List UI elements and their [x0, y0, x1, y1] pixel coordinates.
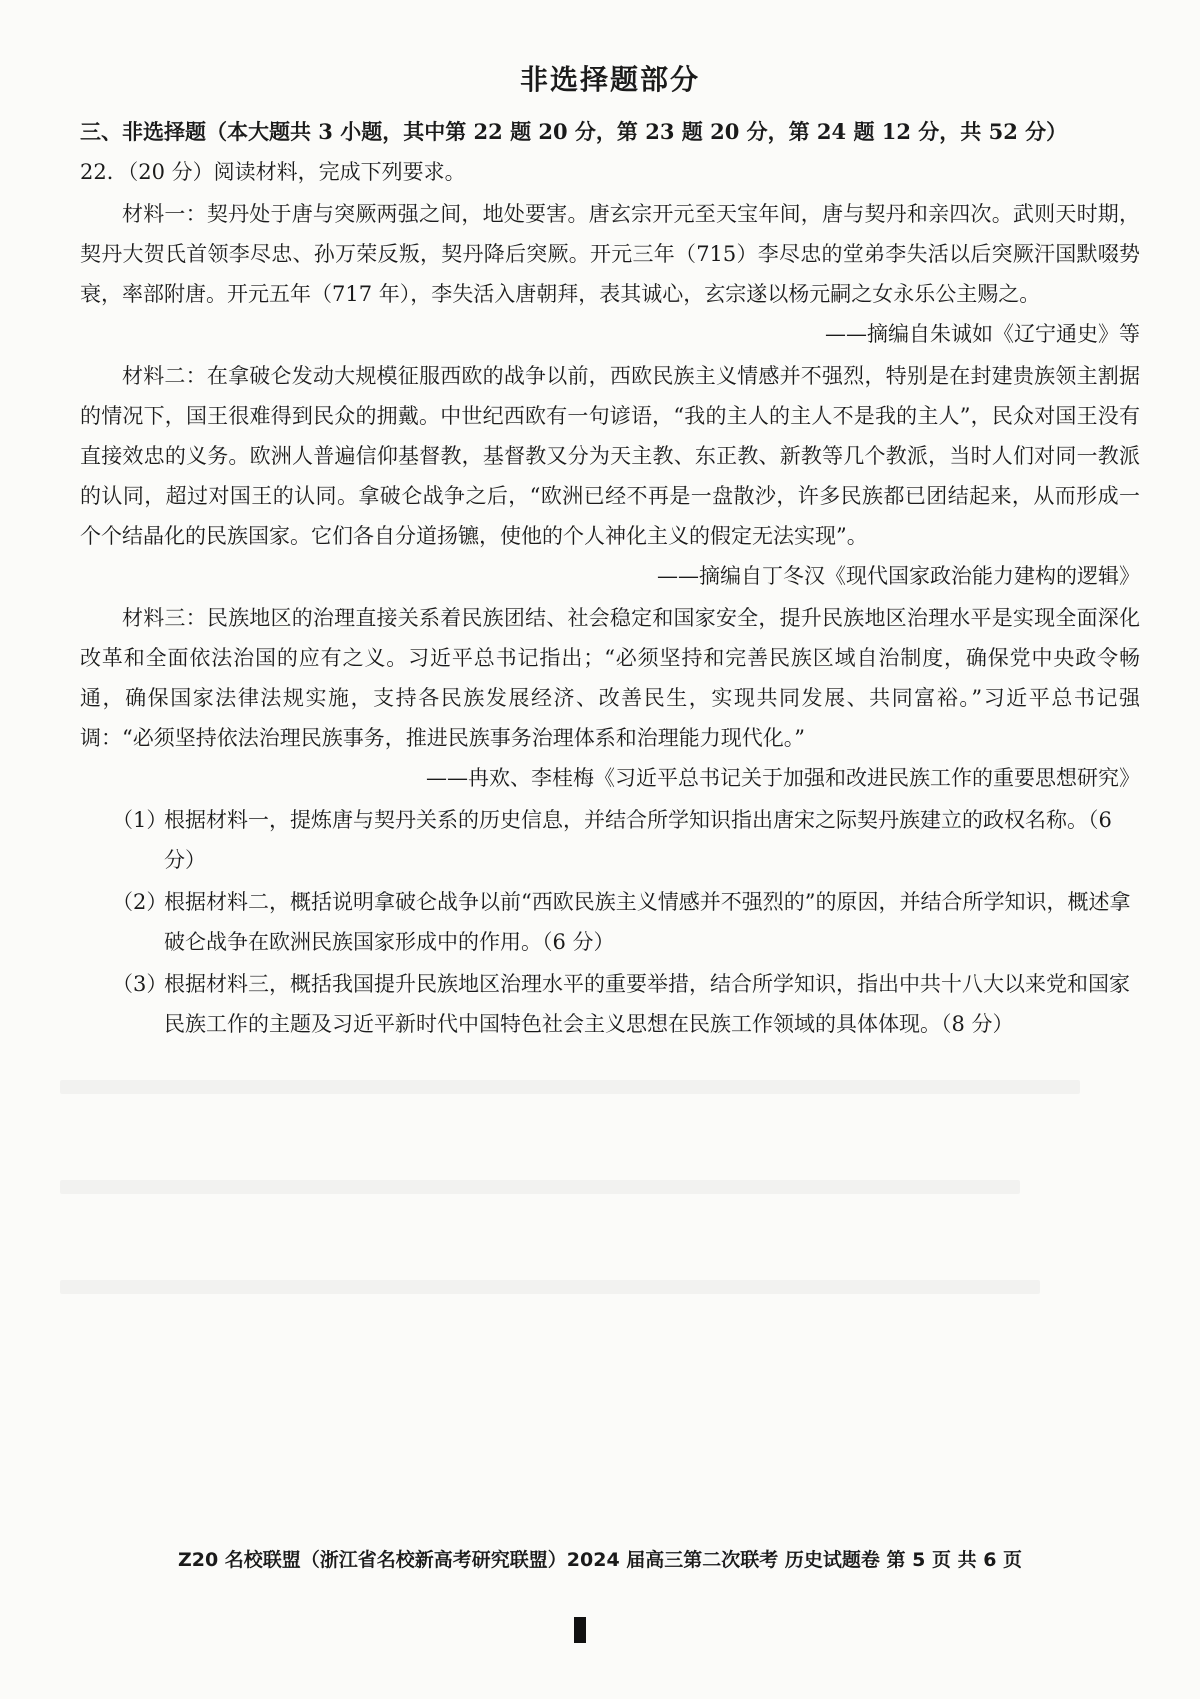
exam-page [80, 58, 1140, 1044]
material-source: ——摘编自丁冬汉《现代国家政治能力建构的逻辑》 [657, 564, 1140, 588]
section-title: 非选择题部分 [519, 63, 700, 96]
sub-question-text: 根据材料三，概括我国提升民族地区治理水平的重要举措，结合所学知识，指出中共十八大以来党和国家民族工作的主题及习近平新时代中国特色社会主义思想在民族工作领域的具体体现。（8 分） [164, 972, 1130, 1036]
sub-question-2 [80, 882, 1140, 962]
material-text: 材料二：在拿破仑发动大规模征服西欧的战争以前，西欧民族主义情感并不强烈，特别是在封建贵族领主割据的情况下，国王很难得到民众的拥戴。中世纪西欧有一句谚语，“我的主人的主人不是我的主人”，民众对国王没有直接效忠的义务。欧洲人普遍信仰基督教，基督教又分为天主教、东正教、新教等几个教派，当时人们对同一教派的认同，超过对国王的认同。拿破仑战争之后，“欧洲已经不再是一盘散沙，许多民族都已团结起来，从而形成一个个结晶化的民族国家。它们各自分道扬镳，使他的个人神化主义的假定无法实现”。 [80, 364, 1140, 548]
sub-question-number: （1） [112, 808, 168, 832]
part-header: 三、非选择题（本大题共 3 小题，其中第 22 题 20 分，第 23 题 20 分，第 24 题 12 分，共 52 分） [80, 119, 1068, 144]
sub-question-3 [80, 964, 1140, 1044]
sub-question-1 [80, 800, 1140, 880]
bleed-through-2 [60, 1180, 1020, 1194]
sub-question-text: 根据材料一，提炼唐与契丹关系的历史信息，并结合所学知识指出唐宋之际契丹族建立的政权名称。（6 分） [164, 808, 1112, 872]
material-source: ——冉欢、李桂梅《习近平总书记关于加强和改进民族工作的重要思想研究》 [426, 766, 1140, 790]
question-intro: 22．（20 分）阅读材料，完成下列要求。 [80, 160, 466, 184]
material-source: ——摘编自朱诚如《辽宁通史》等 [825, 322, 1140, 346]
sub-question-number: （3） [112, 972, 168, 996]
material-text: 材料一：契丹处于唐与突厥两强之间，地处要害。唐玄宗开元至天宝年间，唐与契丹和亲四次。武则天时期，契丹大贺氏首领李尽忠、孙万荣反叛，契丹降后突厥。开元三年（715）李尽忠的堂弟李失活以后突厥汗国默啜势衰，率部附唐。开元五年（717 年），李失活入唐朝拜，表其诚心，玄宗遂以杨元嗣之女永乐公主赐之。 [80, 202, 1140, 306]
page-footer: Z20 名校联盟（浙江省名校新高考研究联盟）2024 届高三第二次联考 历史试题卷 第 5 页 共 6 页 [177, 1549, 1023, 1571]
bleed-through-1 [60, 1080, 1080, 1094]
material-3 [80, 598, 1140, 798]
material-text: 材料三：民族地区的治理直接关系着民族团结、社会稳定和国家安全，提升民族地区治理水平是实现全面深化改革和全面依法治国的应有之义。习近平总书记指出；“必须坚持和完善民族区域自治制度，确保党中央政令畅通，确保国家法律法规实施，支持各民族发展经济、改善民生，实现共同发展、共同富裕。”习近平总书记强调：“必须坚持依法治理民族事务，推进民族事务治理体系和治理能力现代化。” [80, 606, 1140, 750]
scan-mark [574, 1617, 586, 1643]
material-1 [80, 194, 1140, 354]
sub-question-number: （2） [112, 890, 168, 914]
material-2 [80, 356, 1140, 596]
bleed-through-3 [60, 1280, 1040, 1294]
sub-question-text: 根据材料二，概括说明拿破仑战争以前“西欧民族主义情感并不强烈的”的原因，并结合所学知识，概述拿破仑战争在欧洲民族国家形成中的作用。（6 分） [164, 890, 1131, 954]
